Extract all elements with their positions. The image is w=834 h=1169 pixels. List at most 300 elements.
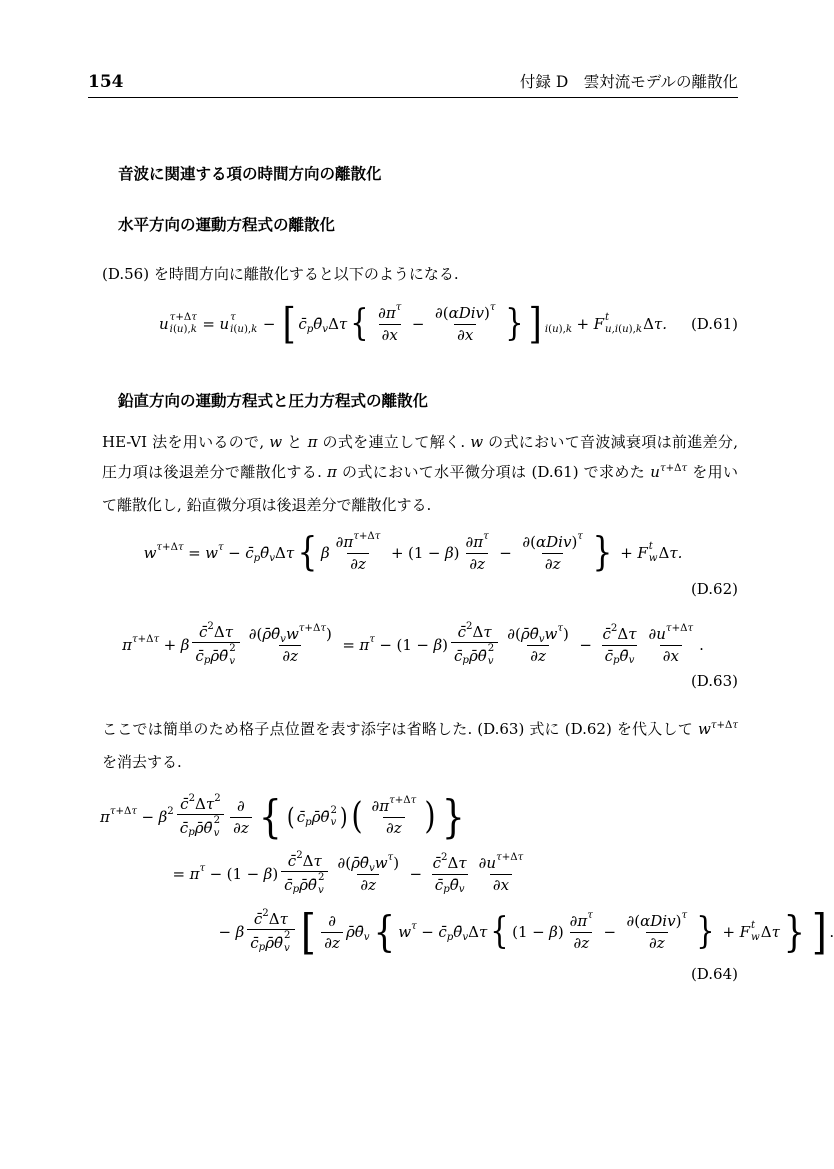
math-mfrac xyxy=(375,303,404,345)
math-mi: v xyxy=(269,552,275,564)
math-mo: − xyxy=(427,544,441,562)
math-mi: τ xyxy=(681,463,688,475)
math-msup xyxy=(483,530,489,544)
math-s-u xyxy=(229,643,235,655)
math-mi: p xyxy=(188,826,195,838)
math-fd xyxy=(490,874,512,895)
math-fn xyxy=(624,911,691,931)
math-mi: τ xyxy=(205,795,215,814)
math-mr: 2 xyxy=(207,620,214,632)
math-mr: ), xyxy=(243,324,252,335)
math-mi: ρ̄θ̄ xyxy=(468,646,487,665)
math-mi: ∂z xyxy=(386,818,402,837)
math-mi: τ xyxy=(177,541,184,553)
math-mi: v xyxy=(229,655,235,667)
math-s-d xyxy=(318,885,324,897)
math-mi: c̄ xyxy=(298,315,307,333)
math-mo: − xyxy=(379,636,392,654)
math-fn xyxy=(476,853,527,873)
math-s-d xyxy=(170,324,197,336)
math-mi: ∂x xyxy=(492,875,510,894)
page-header xyxy=(88,70,738,98)
math-mi: τ xyxy=(374,530,381,542)
math-mo: − xyxy=(416,636,429,654)
math-mi: k xyxy=(635,324,643,335)
math-mi: τ xyxy=(483,530,489,542)
math-msup xyxy=(199,863,205,874)
math-mi: ∂u xyxy=(478,854,497,873)
math-mt: の式において水平微分項は (D.61) で求めた xyxy=(336,463,651,481)
math-mi: w xyxy=(398,923,412,941)
math-mi: v xyxy=(280,633,286,645)
math-mi: w xyxy=(269,433,283,451)
math-s-u xyxy=(751,920,755,932)
math-msub xyxy=(280,633,286,647)
math-mi: τ xyxy=(478,923,488,941)
math-mr: 2 xyxy=(229,643,236,655)
math-mi: ρ̄θ̄ xyxy=(262,625,281,644)
math-mi: τ xyxy=(109,805,116,817)
math-msup xyxy=(496,851,523,865)
heading-horizontal-momentum: 水平方向の運動方程式の離散化 xyxy=(118,216,336,234)
math-msup xyxy=(660,463,687,474)
math-mi: ∂ xyxy=(434,304,443,323)
math-msup xyxy=(466,620,472,634)
math-mi: u xyxy=(650,463,660,481)
math-fn xyxy=(177,794,224,814)
math-s-u xyxy=(649,541,653,553)
math-mt: と xyxy=(282,433,308,451)
math-fd xyxy=(347,553,369,574)
math-fd xyxy=(247,929,294,954)
math-fn xyxy=(646,624,697,644)
math-msup xyxy=(711,720,738,731)
math-mi: ∂ xyxy=(248,625,257,644)
math-fn xyxy=(368,796,419,816)
math-mr: ( xyxy=(618,324,623,335)
math-mo: − xyxy=(411,315,425,333)
math-mi: β xyxy=(180,636,190,654)
math-mr: ) xyxy=(484,304,490,323)
math-msub xyxy=(369,862,375,876)
math-mi: τ xyxy=(353,530,359,542)
math-msup xyxy=(218,542,224,553)
math-mr: 2 xyxy=(214,792,221,804)
math-fn xyxy=(430,853,470,873)
math-mi: τ xyxy=(410,794,417,806)
math-fd xyxy=(454,324,476,345)
math-msub xyxy=(462,654,469,668)
math-mo: = xyxy=(202,315,215,333)
math-mi: ρ̄θ̄ xyxy=(520,625,539,644)
math-mr: ) xyxy=(557,923,564,941)
math-mi: ∂ xyxy=(507,625,516,644)
math-mfrac xyxy=(463,532,492,574)
d64-line-2 xyxy=(88,849,738,899)
math-msup xyxy=(388,851,394,865)
math-mr: 2 xyxy=(610,622,618,634)
math-mo: − xyxy=(603,923,617,941)
math-fd xyxy=(432,874,468,895)
d64-line-1: π τ+Δτ − β 2 c̄ 2 Δ τ 2 c̄ p ρ̄θ̄ 2 v ∂ ∂z { ( c̄ p ρ̄θ̄ 2 v ) ( ∂π τ+Δτ ∂z ) } xyxy=(100,790,466,843)
math-mi: τ xyxy=(483,623,492,642)
math-msub xyxy=(269,553,275,564)
math-mi: β xyxy=(320,544,330,562)
equation-d64-label: (D.64) xyxy=(690,965,738,983)
math-mi: v xyxy=(322,323,329,335)
math-fd xyxy=(192,642,239,667)
math-mr: ( xyxy=(548,323,553,335)
math-fn xyxy=(333,532,384,552)
math-mr: ) xyxy=(442,636,448,654)
math-mi: ρ̄θ̄ xyxy=(311,808,330,826)
math-mo: − xyxy=(499,544,512,562)
math-fd xyxy=(570,932,592,953)
math-s-u xyxy=(170,312,197,324)
math-mr: ( xyxy=(442,304,449,323)
math-mo: = xyxy=(342,636,355,654)
math-mr: ) xyxy=(272,865,279,883)
math-mi: p xyxy=(446,931,454,943)
math-mi: ∂π xyxy=(335,533,354,552)
math-mi: c̄ xyxy=(432,854,442,873)
math-mi: ρ̄θ̄ xyxy=(351,854,369,873)
math-mi: w xyxy=(205,544,219,562)
math-fd xyxy=(660,645,682,666)
math-mi: c̄ xyxy=(180,795,189,814)
math-mi: τ xyxy=(298,622,305,634)
math-mi: θ̄ xyxy=(313,315,323,333)
math-s-u xyxy=(230,312,236,324)
math-mi: τ. xyxy=(653,315,667,333)
math-fd xyxy=(230,817,252,838)
math-mr: Δ xyxy=(213,623,225,642)
math-s-d xyxy=(229,656,235,668)
math-mr: Δ xyxy=(617,625,629,644)
math-fn xyxy=(325,911,339,931)
math-mfrac xyxy=(230,796,252,838)
math-mi: u xyxy=(176,324,184,335)
math-mi: c̄ xyxy=(284,875,293,894)
math-mi: τ xyxy=(199,862,206,874)
math-fn xyxy=(375,303,404,323)
math-msub xyxy=(613,654,620,668)
math-mfrac xyxy=(368,796,419,838)
math-mi: τ xyxy=(496,851,502,863)
math-mi: u xyxy=(552,323,559,335)
math-mr: Δ xyxy=(195,795,206,814)
math-mi: p xyxy=(306,323,314,335)
math-mi: ∂z xyxy=(350,554,366,573)
math-mi: p xyxy=(203,654,211,666)
math-mo: − xyxy=(209,865,223,883)
math-mr: +Δ xyxy=(304,622,321,634)
math-msub xyxy=(254,553,261,564)
math-mr: Δ xyxy=(447,854,459,873)
math-mi: β xyxy=(263,865,273,883)
math-fn xyxy=(334,853,402,873)
math-mi: k xyxy=(190,324,197,335)
math-mss xyxy=(230,312,257,336)
math-msub xyxy=(364,932,370,943)
math-mfrac xyxy=(476,853,527,895)
math-mi: ∂ xyxy=(328,912,336,931)
d61-line-1: u τ +Δ τ i ( u ), k = u τ i ( u ), k − [ c̄ p θ̄ v Δ τ { ∂π τ ∂x − ∂ ( αDiv ) τ ∂x } ] i(u),k + F t u,i ( u ), k Δ τ. xyxy=(159,299,667,348)
math-fd xyxy=(357,874,379,895)
math-mr: Δ xyxy=(328,315,339,333)
math-msub xyxy=(259,941,266,955)
math-mr: 2 xyxy=(487,643,495,655)
math-msup xyxy=(110,806,137,817)
math-mss xyxy=(214,815,220,839)
math-mi: c̄ xyxy=(179,818,189,837)
math-mr: 2 xyxy=(213,815,221,827)
page-body xyxy=(88,148,834,983)
math-mi: τ xyxy=(732,720,738,732)
math-mi: β xyxy=(433,636,443,654)
math-mi: w xyxy=(374,854,388,873)
math-mr: ), xyxy=(558,323,566,335)
math-mss xyxy=(229,643,235,667)
math-mi: c̄ xyxy=(457,623,467,642)
math-s-d xyxy=(230,324,257,336)
math-mi: τ xyxy=(587,909,593,921)
math-msup xyxy=(369,634,375,645)
equation-d61-label: (D.61) xyxy=(690,315,738,333)
math-mss xyxy=(605,312,642,336)
math-mi: v xyxy=(317,884,324,896)
math-mfrac xyxy=(567,911,596,953)
math-mr: ) xyxy=(563,625,569,644)
math-s-d xyxy=(331,817,337,829)
math-mr: +Δ xyxy=(394,794,411,806)
math-mi: θ̄ xyxy=(453,923,463,941)
math-mfrac xyxy=(430,853,470,895)
math-mi: c̄ xyxy=(296,808,306,826)
math-msup xyxy=(132,634,159,645)
math-msup xyxy=(557,622,563,636)
math-mss xyxy=(318,872,324,896)
math-msup xyxy=(611,622,617,636)
math-mr: +Δ xyxy=(137,633,154,645)
math-mfrac xyxy=(321,911,343,953)
page-number: 154 xyxy=(88,72,124,92)
math-mss xyxy=(751,920,760,944)
math-msub xyxy=(459,883,465,897)
math-mi: τ xyxy=(191,311,197,323)
math-s-d xyxy=(605,324,642,336)
math-msup xyxy=(411,921,417,932)
math-mi: τ xyxy=(395,301,402,313)
math-mi: τ xyxy=(659,463,666,475)
math-mr: ( xyxy=(634,912,641,931)
math-mi: v xyxy=(284,942,290,954)
math-fn xyxy=(196,622,236,642)
math-mo: − xyxy=(421,923,434,941)
math-msup xyxy=(353,530,380,544)
math-mi: τ xyxy=(279,910,288,929)
math-mi: β xyxy=(235,923,245,941)
equation-d62 xyxy=(88,530,738,598)
math-mr: ) xyxy=(325,625,332,644)
math-mi: t xyxy=(605,311,610,323)
math-mr: +Δ xyxy=(671,622,688,634)
math-fn xyxy=(519,532,586,552)
math-mi: u xyxy=(622,324,629,335)
paragraph-substitution-note xyxy=(102,714,738,777)
math-mi: τ xyxy=(489,301,496,313)
math-mr: (1 xyxy=(512,923,528,941)
math-mfrac xyxy=(246,624,335,666)
math-mi: τ xyxy=(628,625,637,644)
math-mo: − xyxy=(579,636,592,654)
math-mr: Δ xyxy=(274,544,286,562)
math-fd xyxy=(602,645,638,666)
math-mi: p xyxy=(305,816,312,828)
math-fn xyxy=(455,622,495,642)
math-mi: c̄ xyxy=(604,646,614,665)
math-mi: β xyxy=(158,808,168,826)
math-mo: − xyxy=(141,808,155,826)
math-mr: (1 xyxy=(408,544,424,562)
math-mi: F xyxy=(637,544,648,562)
equation-d64 xyxy=(88,789,834,983)
math-mi: p xyxy=(258,941,266,953)
math-mi: β xyxy=(445,544,454,562)
math-fn xyxy=(234,796,248,816)
equation-d63 xyxy=(88,622,738,690)
math-mi: ∂z xyxy=(648,933,665,952)
math-fd xyxy=(646,932,668,953)
math-mi: τ xyxy=(230,311,236,323)
math-mr: +Δ xyxy=(175,311,192,323)
math-msub xyxy=(447,932,454,943)
math-mfrac xyxy=(646,624,697,666)
math-mi: c̄ xyxy=(245,544,254,562)
math-mi: ∂x xyxy=(457,325,474,344)
math-mi: π xyxy=(122,636,132,654)
math-mi: αDiv xyxy=(640,912,676,931)
math-mr: 2 xyxy=(317,872,325,884)
math-mi: αDiv xyxy=(536,533,572,552)
math-msub xyxy=(307,324,314,335)
math-fd xyxy=(281,871,328,896)
math-fd xyxy=(542,553,564,574)
math-mi: τ xyxy=(517,851,524,863)
math-mt: (D.56) を時間方向に離散化すると以下のようになる. xyxy=(102,265,459,283)
math-mi: i xyxy=(544,323,549,335)
math-msub xyxy=(629,654,635,668)
math-mi: v xyxy=(462,931,469,943)
d63-line-1 xyxy=(88,622,738,668)
math-mi: τ xyxy=(411,920,417,932)
math-mi: c̄ xyxy=(250,933,259,952)
math-mr: 2 xyxy=(296,849,303,861)
math-mi: ρ̄θ̄ xyxy=(210,646,229,665)
math-mi: ∂z xyxy=(360,875,377,894)
math-s-u xyxy=(284,930,290,942)
math-mi: i xyxy=(230,324,234,335)
math-mi: v xyxy=(487,655,494,667)
math-mi: τ xyxy=(387,851,394,863)
math-mr: ) xyxy=(571,533,578,552)
math-mi: τ xyxy=(687,622,694,634)
math-mi: F xyxy=(593,315,605,333)
math-msub xyxy=(545,324,572,335)
math-mi: p xyxy=(613,654,620,666)
math-mfrac xyxy=(192,622,239,668)
math-msup xyxy=(389,794,416,808)
math-fn xyxy=(599,624,639,644)
math-msub xyxy=(539,633,545,647)
math-mt: を消去する. xyxy=(102,753,182,771)
math-mfrac xyxy=(281,851,328,897)
math-mi: ∂π xyxy=(569,912,588,931)
math-mi: τ xyxy=(224,623,234,642)
math-msup xyxy=(189,792,195,806)
math-mr: ( xyxy=(345,854,352,873)
math-msup xyxy=(587,909,593,923)
math-mr: +Δ xyxy=(162,541,178,553)
math-mi: u,i xyxy=(605,324,619,335)
math-mr: Δ xyxy=(658,544,670,562)
math-mss xyxy=(488,643,494,667)
math-mi: ∂ xyxy=(626,912,635,931)
math-mi: F xyxy=(739,923,750,941)
math-mo: − xyxy=(262,315,276,333)
math-msub xyxy=(188,826,195,840)
math-msup xyxy=(156,542,183,553)
math-mi: τ xyxy=(169,311,176,323)
math-msup xyxy=(299,622,326,636)
math-mr: 2 xyxy=(330,804,338,816)
math-mr: (1 xyxy=(396,636,412,654)
math-s-d xyxy=(214,828,220,840)
math-mr: (1 xyxy=(226,865,243,883)
math-mi: c̄ xyxy=(602,625,611,644)
math-mi: τ xyxy=(557,622,564,634)
math-mi: v xyxy=(213,827,220,839)
math-mi: c̄ xyxy=(253,910,263,929)
math-mr: Δ xyxy=(268,910,280,929)
math-mi: w xyxy=(697,720,711,738)
math-mr: . xyxy=(829,923,834,941)
math-mr: Δ xyxy=(472,623,484,642)
math-mi: v xyxy=(368,862,375,874)
math-mi: k xyxy=(251,324,258,335)
math-mfrac xyxy=(247,909,294,955)
math-msub xyxy=(204,654,211,668)
equation-d61-body xyxy=(88,301,738,347)
math-s-d xyxy=(751,932,760,944)
math-mr: 2 xyxy=(188,792,196,804)
math-msub xyxy=(305,817,312,828)
math-msub xyxy=(322,324,328,335)
math-msup xyxy=(207,620,213,634)
math-mi: ∂z xyxy=(324,933,340,952)
math-mi: ∂x xyxy=(662,646,679,665)
math-msup xyxy=(214,792,220,806)
math-mi: ∂ xyxy=(522,533,531,552)
math-mi: w xyxy=(470,433,484,451)
math-s-d xyxy=(488,656,494,668)
math-mi: ∂z xyxy=(469,554,485,573)
math-mi: ∂ xyxy=(237,797,245,816)
math-mi: w xyxy=(143,544,157,562)
equation-d63-label: (D.63) xyxy=(690,672,738,690)
math-mi: τ xyxy=(156,541,163,553)
math-mo: + xyxy=(390,544,404,562)
